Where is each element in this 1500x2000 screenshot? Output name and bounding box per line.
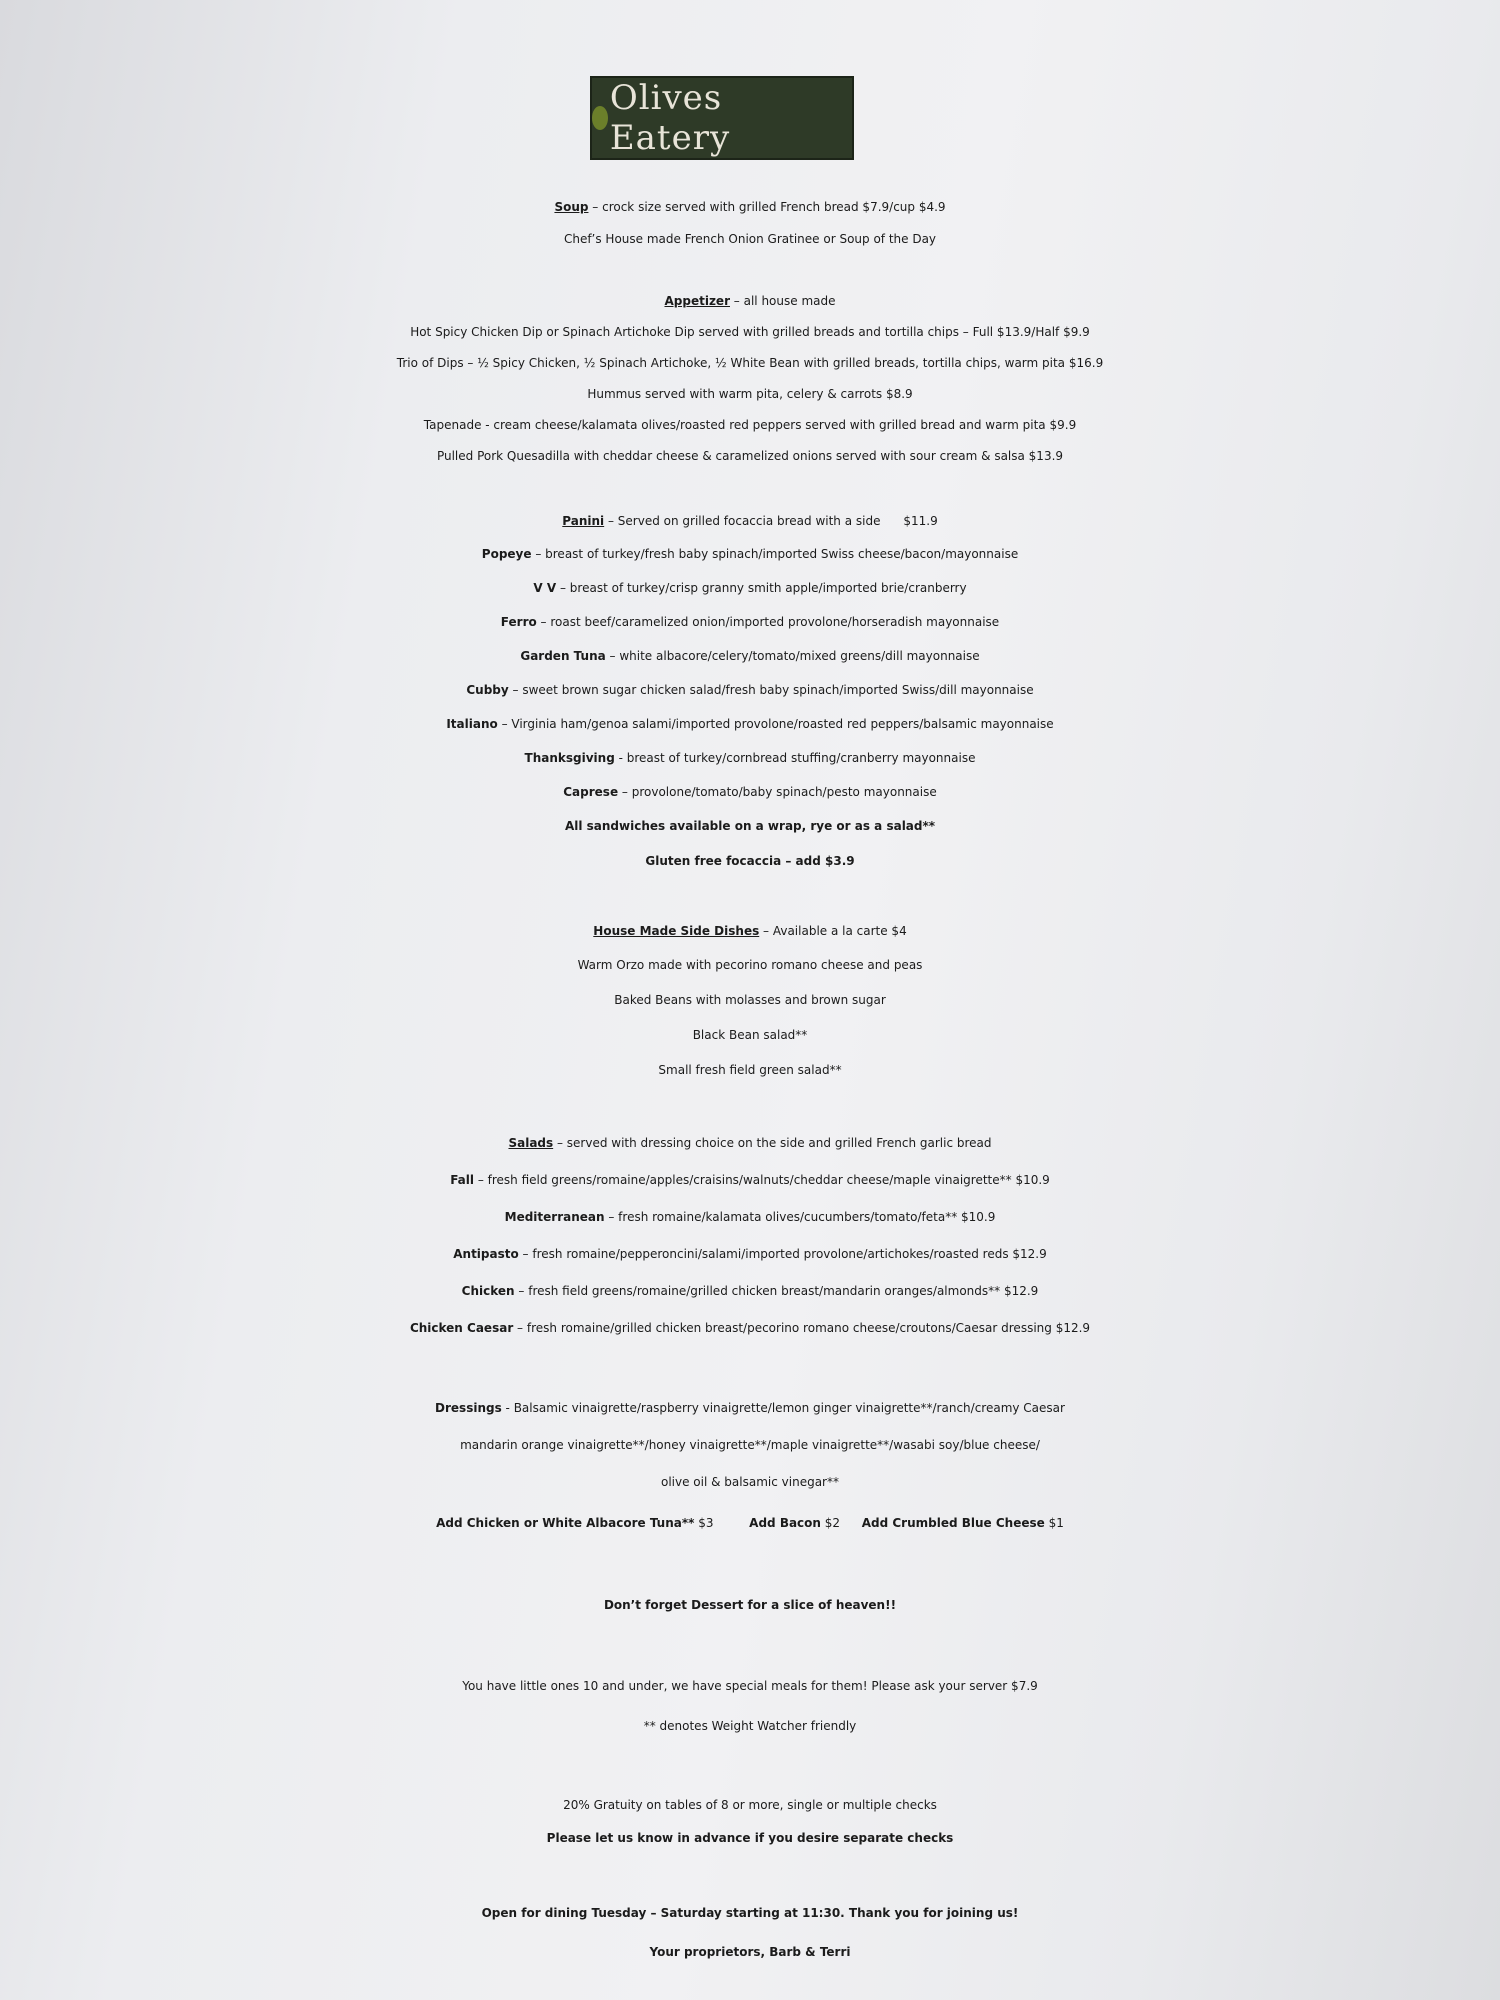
salads-heading <box>0 1128 1500 1158</box>
panini-name: Cubby <box>466 683 509 697</box>
separate-checks-note: Please let us know in advance if you desire separate checks <box>546 1831 954 1845</box>
weight-watcher-note: ** denotes Weight Watcher friendly <box>643 1719 857 1733</box>
panini-desc-text: - breast of turkey/cornbread stuffing/cranberry mayonnaise <box>614 751 976 765</box>
salads-title: Salads <box>508 1136 554 1150</box>
appetizer-heading <box>0 286 1500 316</box>
salad-name: Antipasto <box>453 1247 519 1261</box>
appetizer-item: Hummus served with warm pita, celery & carrots $8.9 <box>587 387 913 401</box>
panini-item <box>0 777 1500 807</box>
side-item: Small fresh field green salad** <box>658 1063 842 1077</box>
panini-desc-text: – white albacore/celery/tomato/mixed greens/dill mayonnaise <box>605 649 980 663</box>
panini-item <box>0 675 1500 705</box>
panini-item <box>0 573 1500 603</box>
panini-name: Italiano <box>446 717 498 731</box>
panini-name: Garden Tuna <box>520 649 606 663</box>
salad-desc: – fresh romaine/grilled chicken breast/pecorino romano cheese/croutons/Caesar dressing $12.9 <box>513 1321 1091 1335</box>
gratuity-note: 20% Gratuity on tables of 8 or more, single or multiple checks <box>563 1798 937 1812</box>
panini-heading <box>0 506 1500 536</box>
panini-name: Popeye <box>481 547 532 561</box>
panini-note: All sandwiches available on a wrap, rye or as a salad** <box>564 819 936 833</box>
panini-desc-text: – sweet brown sugar chicken salad/fresh baby spinach/imported Swiss/dill mayonnaise <box>508 683 1034 697</box>
panini-item <box>0 743 1500 773</box>
panini-name: Thanksgiving <box>524 751 615 765</box>
appetizer-item: Tapenade - cream cheese/kalamata olives/roasted red peppers served with grilled bread and warm pita $9.9 <box>423 418 1077 432</box>
salad-name: Fall <box>450 1173 475 1187</box>
addon-bacon: Add Bacon <box>749 1516 821 1530</box>
panini-desc-text: – breast of turkey/crisp granny smith apple/imported brie/cranberry <box>556 581 967 595</box>
appetizer-item: Hot Spicy Chicken Dip or Spinach Artichoke Dip served with grilled breads and tortilla chips – Full $13.9/Half $9.9 <box>410 325 1090 339</box>
soup-heading <box>0 192 1500 222</box>
appetizer-desc: – all house made <box>729 294 836 308</box>
soup-title: Soup <box>554 200 589 214</box>
salad-name: Chicken <box>461 1284 515 1298</box>
salad-item <box>0 1239 1500 1269</box>
panini-item <box>0 709 1500 739</box>
panini-desc-text: – breast of turkey/fresh baby spinach/imported Swiss cheese/bacon/mayonnaise <box>531 547 1019 561</box>
salad-item <box>0 1276 1500 1306</box>
panini-desc-text: – roast beef/caramelized onion/imported provolone/horseradish mayonnaise <box>536 615 1000 629</box>
salad-name: Mediterranean <box>504 1210 605 1224</box>
panini-name: Caprese <box>563 785 619 799</box>
dressings-line1: - Balsamic vinaigrette/raspberry vinaigrette/lemon ginger vinaigrette**/ranch/creamy Caesar <box>501 1401 1065 1415</box>
addon-chicken-tuna: Add Chicken or White Albacore Tuna** <box>436 1516 695 1530</box>
appetizer-item: Trio of Dips – ½ Spicy Chicken, ½ Spinach Artichoke, ½ White Bean with grilled breads, tortilla chips, warm pita $16.9 <box>396 356 1104 370</box>
panini-title: Panini <box>562 514 605 528</box>
panini-item <box>0 641 1500 671</box>
salad-desc: – fresh romaine/kalamata olives/cucumbers/tomato/feta** $10.9 <box>604 1210 996 1224</box>
restaurant-logo <box>590 76 854 160</box>
panini-desc-text: – Virginia ham/genoa salami/imported provolone/roasted red peppers/balsamic mayonnaise <box>497 717 1054 731</box>
panini-desc: – Served on grilled focaccia bread with a side $11.9 <box>604 514 938 528</box>
addon-bacon-price: $2 <box>820 1516 841 1530</box>
logo-text: Olives Eatery <box>609 78 731 158</box>
salad-name: Chicken Caesar <box>409 1321 514 1335</box>
salad-item <box>0 1165 1500 1195</box>
addons-line <box>0 1508 1500 1538</box>
panini-gluten-note: Gluten free focaccia – add $3.9 <box>645 854 855 868</box>
addon-blue-cheese: Add Crumbled Blue Cheese <box>861 1516 1045 1530</box>
side-item: Black Bean salad** <box>692 1028 808 1042</box>
hours-note: Open for dining Tuesday – Saturday starting at 11:30. Thank you for joining us! <box>481 1906 1019 1920</box>
side-item: Baked Beans with molasses and brown sugar <box>614 993 886 1007</box>
addon-chicken-tuna-price: $3 <box>694 1516 714 1530</box>
panini-desc-text: – provolone/tomato/baby spinach/pesto mayonnaise <box>618 785 937 799</box>
dressings-line3: olive oil & balsamic vinegar** <box>661 1475 839 1489</box>
sides-title: House Made Side Dishes <box>593 924 760 938</box>
olive-icon <box>592 106 608 130</box>
salad-item <box>0 1313 1500 1343</box>
salad-desc: – fresh field greens/romaine/grilled chicken breast/mandarin oranges/almonds** $12.9 <box>514 1284 1039 1298</box>
appetizer-title: Appetizer <box>664 294 730 308</box>
panini-item <box>0 607 1500 637</box>
addon-blue-cheese-price: $1 <box>1044 1516 1064 1530</box>
sides-desc: – Available a la carte $4 <box>759 924 907 938</box>
kids-note: You have little ones 10 and under, we have special meals for them! Please ask your server $7.9 <box>462 1679 1038 1693</box>
appetizer-item: Pulled Pork Quesadilla with cheddar cheese & caramelized onions served with sour cream & salsa $13.9 <box>436 449 1064 463</box>
salads-desc: – served with dressing choice on the side and grilled French garlic bread <box>553 1136 992 1150</box>
panini-name: V V <box>533 581 557 595</box>
salad-desc: – fresh romaine/pepperoncini/salami/imported provolone/artichokes/roasted reds $12.9 <box>518 1247 1047 1261</box>
salad-desc: – fresh field greens/romaine/apples/craisins/walnuts/cheddar cheese/maple vinaigrette** $10.9 <box>474 1173 1050 1187</box>
dressings-line2: mandarin orange vinaigrette**/honey vinaigrette**/maple vinaigrette**/wasabi soy/blue cheese/ <box>460 1438 1040 1452</box>
sides-heading <box>0 916 1500 946</box>
panini-name: Ferro <box>500 615 537 629</box>
proprietors-note: Your proprietors, Barb & Terri <box>649 1945 851 1959</box>
soup-desc: – crock size served with grilled French bread $7.9/cup $4.9 <box>588 200 946 214</box>
soup-line2: Chef’s House made French Onion Gratinee or Soup of the Day <box>563 232 937 246</box>
salad-item <box>0 1202 1500 1232</box>
dessert-note: Don’t forget Dessert for a slice of heaven!! <box>603 1598 897 1612</box>
side-item: Warm Orzo made with pecorino romano cheese and peas <box>577 958 923 972</box>
dressings-heading <box>0 1393 1500 1423</box>
dressings-title: Dressings <box>435 1401 502 1415</box>
panini-item <box>0 539 1500 569</box>
